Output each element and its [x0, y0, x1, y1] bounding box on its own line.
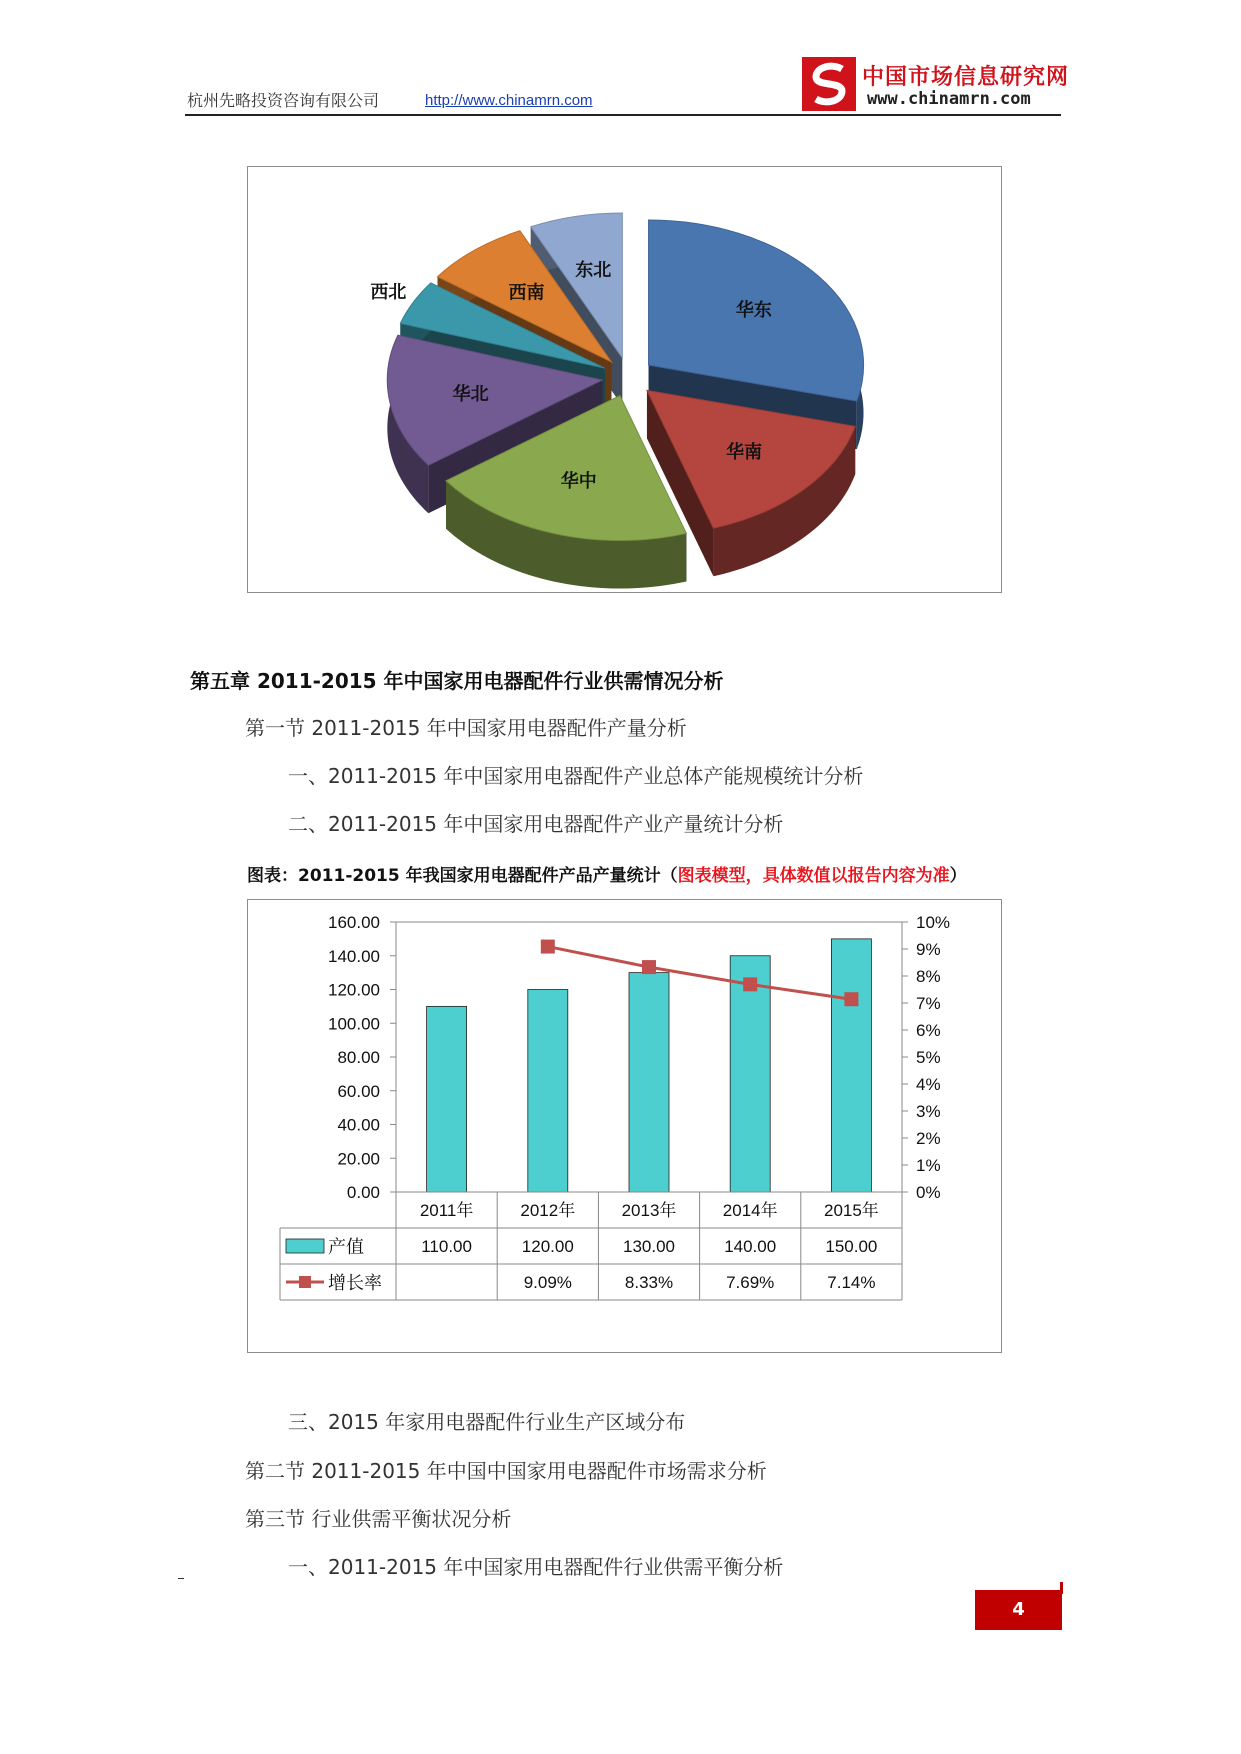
x-axis-category-label: 2015年 — [823, 1201, 879, 1220]
x-axis-category-label: 2012年 — [520, 1201, 576, 1220]
data-table-value: 9.09% — [523, 1273, 572, 1292]
x-axis-category-label: 2014年 — [722, 1201, 778, 1220]
logo-icon — [802, 57, 856, 111]
y-axis-tick-label: 140.00 — [328, 946, 380, 966]
growth-point — [642, 960, 656, 974]
pie-slice-label: 东北 — [575, 260, 612, 282]
y2-axis-tick-label: 2% — [916, 1129, 941, 1148]
item-title-2: 二、2011-2015 年中国家用电器配件产业产量统计分析 — [288, 812, 784, 836]
growth-point — [844, 992, 858, 1006]
chapter-title: 第五章 2011-2015 年中国家用电器配件行业供需情况分析 — [190, 669, 724, 693]
data-table-value: 140.00 — [724, 1237, 777, 1256]
y2-axis-tick-label: 0% — [916, 1183, 941, 1202]
y2-axis-tick-label: 4% — [916, 1075, 941, 1094]
y2-axis-tick-label: 5% — [916, 1048, 941, 1067]
y-axis-tick-label: 40.00 — [337, 1115, 380, 1135]
y2-axis-tick-label: 7% — [916, 994, 941, 1013]
y2-axis-tick-label: 3% — [916, 1102, 941, 1121]
legend-line-marker — [299, 1276, 311, 1288]
legend-bar-swatch — [286, 1239, 324, 1253]
data-table-value: 150.00 — [825, 1237, 878, 1256]
output-bar-chart — [248, 900, 1001, 1352]
y2-axis-tick-label: 9% — [916, 940, 941, 959]
section-title-3: 第三节 行业供需平衡状况分析 — [245, 1507, 512, 1531]
logo-chinese-name: 中国市场信息研究网 — [862, 65, 1070, 90]
x-axis-category-label: 2013年 — [621, 1201, 677, 1220]
growth-point — [541, 940, 555, 954]
data-table-value: 7.14% — [827, 1273, 876, 1292]
pie-slice-label: 华东 — [735, 299, 772, 321]
footer-mark — [178, 1578, 184, 1579]
region-pie-chart — [248, 167, 1001, 592]
pie-slice-label: 华南 — [726, 441, 763, 463]
header-divider — [185, 114, 1061, 116]
figure-caption — [247, 861, 967, 886]
x-axis-category-label: 2011年 — [419, 1201, 474, 1220]
y-axis-tick-label: 100.00 — [328, 1014, 380, 1034]
y-axis-tick-label: 0.00 — [346, 1183, 380, 1202]
legend-bar-label: 产值 — [328, 1237, 364, 1258]
y-axis-tick-label: 20.00 — [337, 1149, 380, 1169]
figure-caption-close: ） — [949, 866, 967, 886]
logo-english-url: www.chinamrn.com — [867, 89, 1031, 109]
bar-chart-frame — [247, 899, 1002, 1353]
y-axis-tick-label: 160.00 — [328, 913, 380, 932]
section-title-2: 第二节 2011-2015 年中国中国家用电器配件市场需求分析 — [245, 1459, 767, 1483]
y-axis-tick-label: 60.00 — [337, 1081, 380, 1101]
pie-slice-label: 西南 — [508, 282, 545, 304]
y-axis-tick-label: 80.00 — [337, 1048, 380, 1067]
pie-slice-label: 华北 — [452, 384, 489, 406]
data-table-value: 8.33% — [624, 1273, 674, 1292]
section-title-1: 第一节 2011-2015 年中国家用电器配件产量分析 — [245, 716, 687, 740]
y2-axis-tick-label: 8% — [916, 967, 941, 986]
bar — [629, 973, 669, 1192]
y2-axis-tick-label: 6% — [916, 1021, 941, 1040]
figure-caption-note: 图表模型，具体数值以报告内容为准 — [677, 866, 950, 886]
item-title-1: 一、2011-2015 年中国家用电器配件产业总体产能规模统计分析 — [288, 764, 864, 788]
item-title-4: 一、2011-2015 年中国家用电器配件行业供需平衡分析 — [288, 1555, 784, 1579]
data-table-value: 120.00 — [521, 1237, 574, 1256]
y-axis-tick-label: 120.00 — [328, 980, 380, 1000]
data-table-value: 110.00 — [421, 1237, 472, 1256]
item-title-3: 三、2015 年家用电器配件行业生产区域分布 — [288, 1410, 686, 1434]
bar — [528, 990, 568, 1193]
bar — [427, 1006, 467, 1192]
y2-axis-tick-label: 10% — [916, 913, 951, 932]
y2-axis-tick-label: 1% — [916, 1156, 941, 1175]
data-table-value: 7.69% — [726, 1273, 775, 1292]
figure-caption-main: 图表：2011-2015 年我国家用电器配件产品产量统计（ — [247, 866, 678, 886]
pie-chart-frame — [247, 166, 1002, 593]
pie-slice-label: 西北 — [370, 281, 407, 303]
growth-point — [743, 977, 757, 991]
pie-slice-label: 华中 — [560, 471, 597, 493]
header-company-name: 杭州先略投资咨询有限公司 — [187, 91, 380, 110]
data-table-value: 130.00 — [623, 1237, 675, 1256]
growth-line — [548, 947, 852, 1000]
page-number: 4 — [975, 1590, 1062, 1630]
header-url-link[interactable]: http://www.chinamrn.com — [425, 92, 593, 109]
legend-line-label: 增长率 — [328, 1273, 382, 1294]
bar — [831, 939, 871, 1192]
